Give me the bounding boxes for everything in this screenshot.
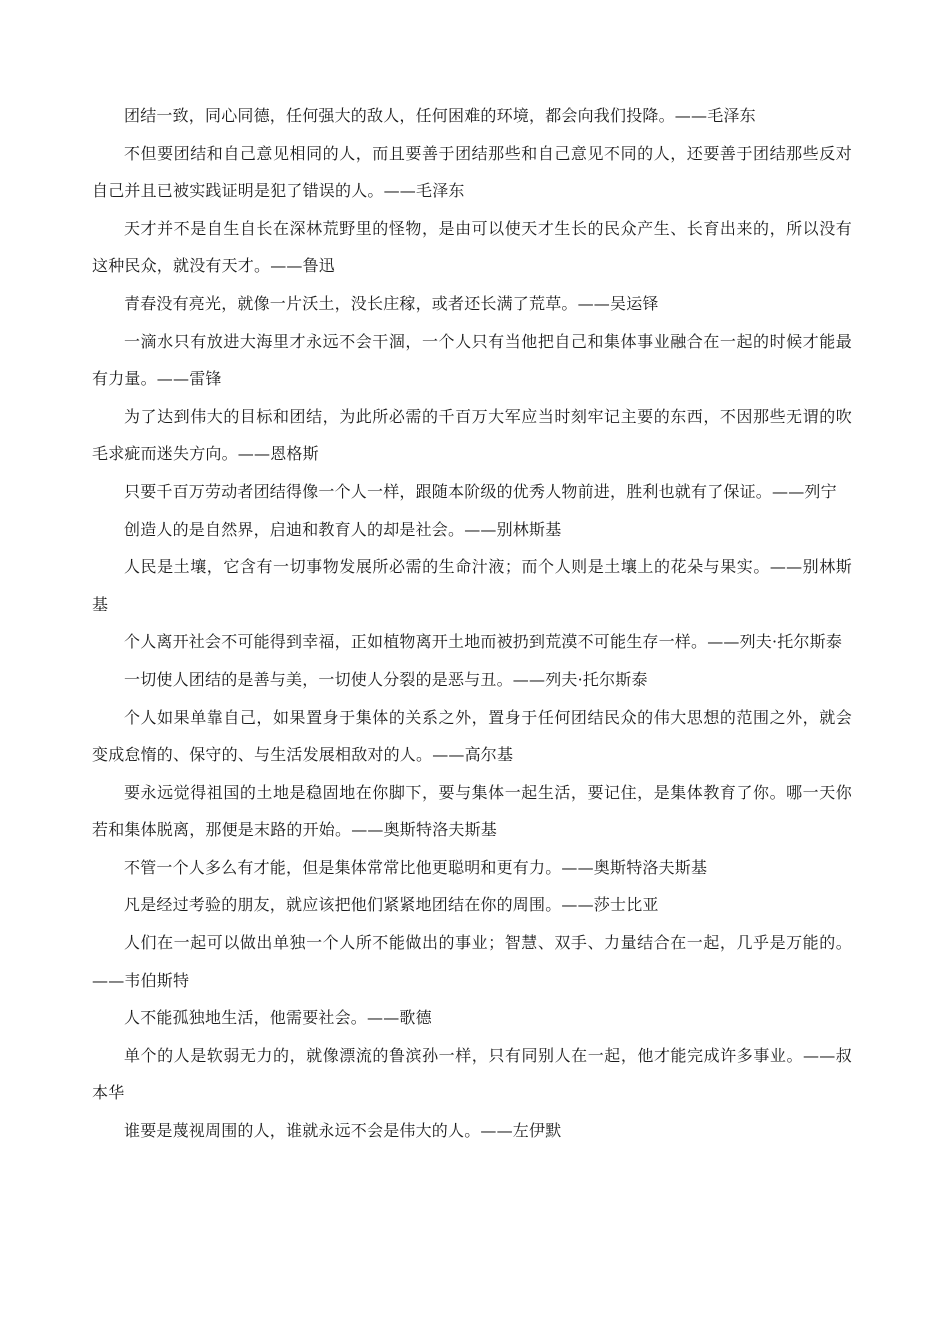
quote-paragraph: 谁要是蔑视周围的人，谁就永远不会是伟大的人。——左伊默 xyxy=(124,1121,562,1141)
quote-paragraph: 青春没有亮光，就像一片沃土，没长庄稼，或者还长满了荒草。——吴运铎 xyxy=(124,293,659,313)
quote-paragraph: 一切使人团结的是善与美，一切使人分裂的是恶与丑。——列夫·托尔斯泰 xyxy=(124,669,648,689)
quote-paragraph: 个人离开社会不可能得到幸福，正如植物离开土地而被扔到荒漠不可能生存一样。——列夫·托尔斯泰 xyxy=(124,632,843,652)
quote-paragraph: 凡是经过考验的朋友，就应该把他们紧紧地团结在你的周围。——莎士比亚 xyxy=(124,895,659,915)
quote-paragraph: 单个的人是软弱无力的，就像漂流的鲁滨孙一样，只有同别人在一起，他才能完成许多事业。——叔本华 xyxy=(92,1045,852,1103)
quote-paragraph: 要永远觉得祖国的土地是稳固地在你脚下，要与集体一起生活，要记住，是集体教育了你。哪一天你若和集体脱离，那便是末路的开始。——奥斯特洛夫斯基 xyxy=(92,782,852,840)
quote-paragraph: 创造人的是自然界，启迪和教育人的却是社会。——别林斯基 xyxy=(124,519,562,539)
quote-paragraph: 不但要团结和自己意见相同的人，而且要善于团结那些和自己意见不同的人，还要善于团结那些反对自己并且已被实践证明是犯了错误的人。——毛泽东 xyxy=(92,143,852,201)
quote-paragraph: 团结一致，同心同德，任何强大的敌人，任何困难的环境，都会向我们投降。——毛泽东 xyxy=(124,106,756,125)
quote-paragraph: 一滴水只有放进大海里才永远不会干涸，一个人只有当他把自己和集体事业融合在一起的时候才能最有力量。——雷锋 xyxy=(92,331,852,389)
quote-paragraph: 为了达到伟大的目标和团结，为此所必需的千百万大军应当时刻牢记主要的东西，不因那些无谓的吹毛求疵而迷失方向。——恩格斯 xyxy=(92,406,852,464)
quote-paragraph: 天才并不是自生自长在深林荒野里的怪物，是由可以使天才生长的民众产生、长育出来的，所以没有这种民众，就没有天才。——鲁迅 xyxy=(92,218,852,276)
quote-paragraph: 人民是土壤，它含有一切事物发展所必需的生命汁液；而个人则是土壤上的花朵与果实。——别林斯基 xyxy=(92,557,852,614)
quote-paragraph: 不管一个人多么有才能，但是集体常常比他更聪明和更有力。——奥斯特洛夫斯基 xyxy=(124,857,708,877)
quote-list xyxy=(92,97,852,1150)
quote-paragraph: 人们在一起可以做出单独一个人所不能做出的事业；智慧、双手、力量结合在一起，几乎是万能的。——韦伯斯特 xyxy=(92,933,852,990)
quote-paragraph: 个人如果单靠自己，如果置身于集体的关系之外，置身于任何团结民众的伟大思想的范围之外，就会变成怠惰的、保守的、与生活发展相敌对的人。——高尔基 xyxy=(92,707,852,765)
quote-paragraph: 只要千百万劳动者团结得像一个人一样，跟随本阶级的优秀人物前进，胜利也就有了保证。——列宁 xyxy=(124,481,837,501)
quote-paragraph: 人不能孤独地生活，他需要社会。——歌德 xyxy=(124,1008,432,1028)
